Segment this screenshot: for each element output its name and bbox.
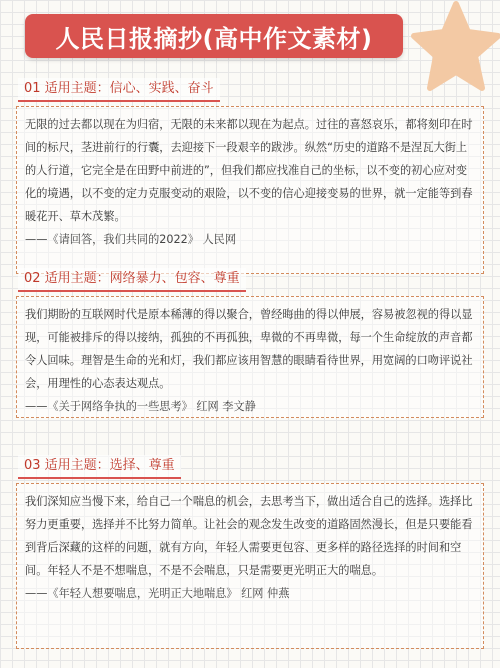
section-3-box <box>16 483 484 649</box>
section-3-body: 我们深知应当慢下来，给自己一个喘息的机会，去思考当下，做出适合自己的选择。选择比努力更重要，选择并不比努力简单。让社会的观念发生改变的道路固然漫长，但是只要能看到背后深藏的这样的问题，就有方向，年轻人需要更包容、更多样的路径选择的时间和空间。年轻人不是不想喘息，不是不会喘息，只是需要更光明正大的喘息。 <box>25 495 473 577</box>
section-1-body: 无限的过去都以现在为归宿，无限的未来都以现在为起点。过往的喜怒哀乐，都将刻印在时间的标尺，茎进前行的行囊，去迎接下一段艰辛的跋涉。纵然“历史的道路不是涅瓦大街上的人行道，它完全是在田野中前进的”，但我们都应找准自己的坐标，以不变的初心应对变化的境遇，以不变的定力克服变动的艰险，以不变的信心迎接变易的世界，就一定能等到春暖花开、草木茂繁。 <box>25 118 473 223</box>
section-3-tag: 03 适用主题：选择、尊重 <box>18 455 181 479</box>
section-1-source: ——《请回答，我们共同的2022》 人民网 <box>25 233 237 246</box>
section-1-tag: 01 适用主题：信心、实践、奋斗 <box>18 78 220 102</box>
section-3-source: ——《年轻人想要喘息，光明正大地喘息》 红网 仲燕 <box>25 587 290 600</box>
section-2-source: ——《关于网络争执的一些思考》 红网 李文静 <box>25 400 256 413</box>
section-1-box <box>16 106 484 274</box>
section-2-tag: 02 适用主题：网络暴力、包容、尊重 <box>18 268 246 292</box>
section-2-box-main <box>16 296 484 418</box>
page-title: 人民日报摘抄(高中作文素材) <box>25 14 403 58</box>
section-2-body: 我们期盼的互联网时代是原本稀薄的得以聚合，曾经晦曲的得以伸展，容易被忽视的得以显现，可能被排斥的得以接纳，孤独的不再孤独，卑微的不再卑微，每一个生命绽放的声音都令人回味。理智是生命的光和灯，我们都应该用智慧的眼睛看待世界，用宽阔的口吻评说社会，用理性的心态表达观点。 <box>25 308 473 390</box>
peach-star-icon <box>398 0 500 102</box>
